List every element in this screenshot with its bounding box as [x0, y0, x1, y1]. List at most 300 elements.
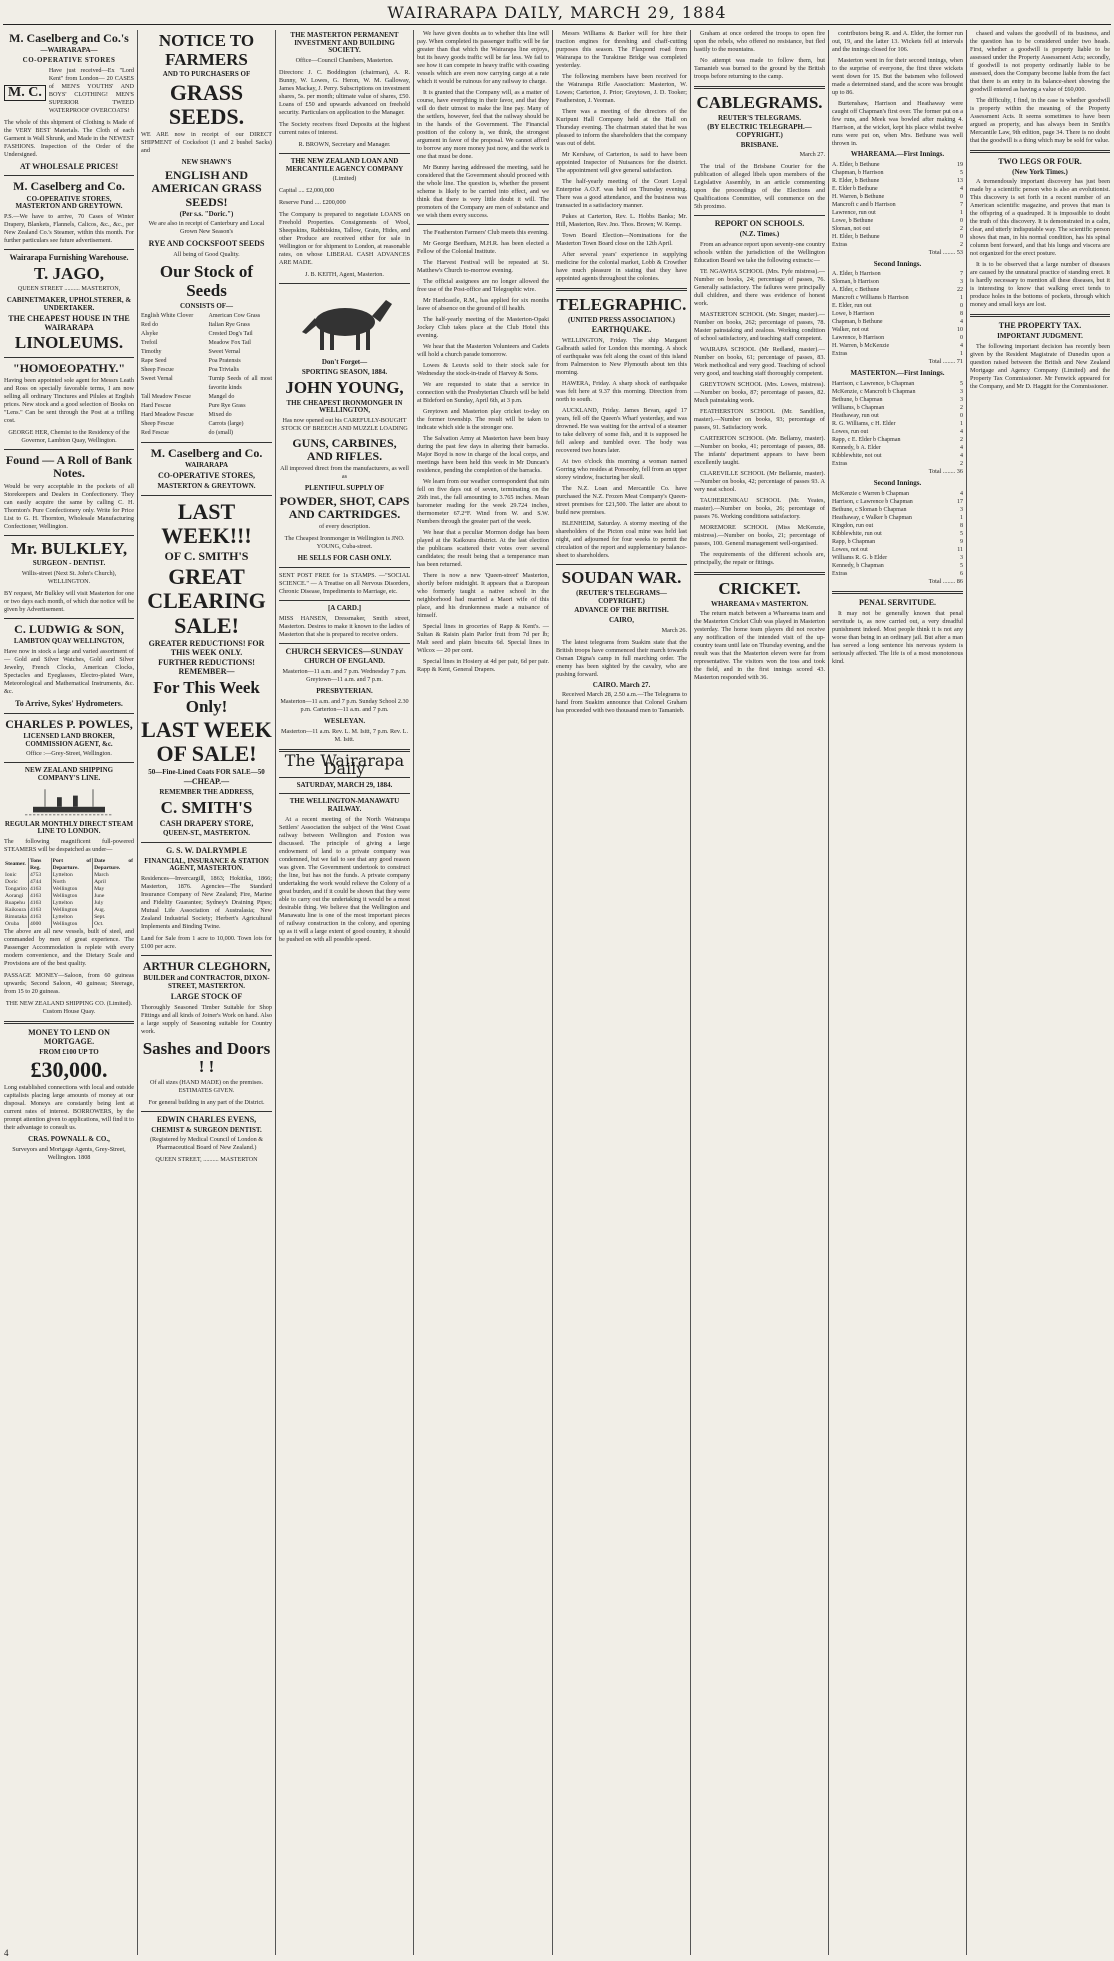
article-subheading: (N.Z. Times.) — [739, 230, 780, 239]
ad-subheading: LICENSED LAND BROKER, COMMISSION AGENT, &c. — [23, 731, 115, 748]
seed-item: Alsyke — [141, 331, 158, 338]
seed-item: Carrots (large) — [208, 421, 244, 428]
footer — [0, 1948, 1114, 1960]
runs: 3 — [960, 554, 963, 561]
batsman: Extras — [832, 570, 848, 577]
batsman: Extras — [832, 241, 848, 248]
section-heading: CRICKET. — [718, 578, 801, 598]
seed-list — [141, 312, 272, 438]
article-text: Burtenshaw, Harrison and Heathaway were caught off Chapman's first over. The former put on a few runs, and Meek was bowled after making 4. Harrison, at the wicket, kept his place whilst twelve runs were put on, when Mrs. Bethune was well thrown in. — [832, 100, 963, 147]
table-header: Tons Reg. — [28, 858, 51, 872]
local-item: Mr Hardcastle, R.M., has applied for six months leave of absence on the ground of ill health. — [417, 297, 549, 312]
ad-text: (Registered by Medical Council of London & Pharmaceutical Board of New Zealand.) — [149, 1136, 264, 1152]
ad-text: Reserve Fund .... £200,000 — [279, 199, 346, 207]
score-row — [832, 334, 963, 342]
ad-heading: RYE AND COCKSFOOT SEEDS — [148, 239, 265, 249]
table-cell: Ruapehu — [5, 899, 25, 906]
score-row — [832, 177, 963, 185]
seed-item: Pure Rye Grass — [208, 403, 246, 410]
runs: 8 — [960, 522, 963, 529]
runs: 3 — [960, 397, 963, 404]
runs: 0 — [960, 413, 963, 420]
batsman: Mancroft c and b Harrison — [832, 201, 896, 208]
table-cell: 4163 — [28, 907, 51, 914]
table-row — [4, 893, 134, 900]
article-heading: PENAL SERVITUDE. — [858, 597, 937, 607]
scorecard-heading: Second Innings. — [873, 259, 922, 268]
runs: 5 — [960, 169, 963, 176]
seed-item: Rape Seed — [141, 358, 167, 365]
ad-text: The above are all new vessels, built of steel, and commanded by men of great experience. The Passenger Accommodation is replete with every modern convenience, and the Dietary Scale and Provisions are of the best quality. — [4, 927, 134, 967]
ad-subheading: To Arrive, Sykes' Hydrometers. — [15, 698, 123, 708]
local-item: Special lines in groceries of Rapp & Kent's. — Sultan & Raisin plain Parlor fruit from 7d per lb; Malt seed and plain biscuits 6d. Special lines in Wilcox — 20 per cent. — [417, 623, 549, 654]
score-row — [832, 460, 963, 468]
table-row — [4, 921, 134, 928]
article-text: TE NGAWHA SCHOOL (Mrs. Fyfe mistress).—Number on books, 24; percentage of passes, 76. Generally satisfactory. The failures were principally dull children, and there was evidence of honest work. — [694, 267, 825, 307]
ad-heading: JOHN YOUNG, — [285, 377, 404, 397]
score-row — [832, 490, 963, 498]
runs: 7 — [960, 271, 963, 278]
article-text: It may not be generally known that penal servitude is, as now carried out, a very dreadful punishment indeed. Most people think it is not any worse than being in an ordinary jail. But after a man has served a long sentence his nervous system is seriously affected. The life is of a most monotonous kind. — [832, 609, 963, 665]
ad-heading: ARTHUR CLEGHORN, — [142, 959, 271, 974]
seed-item: Meadow Fox Tail — [208, 340, 251, 347]
score-row — [832, 538, 963, 546]
ad-text: The Company is prepared to negotiate LOANS on Freehold Properties. Consignments of Wool, Sheepskins, Rabbitskins, Tallow, Grain, Hides, and other Produce are received either for sale in Wellington or for shipment to London, at reasonable rates, on whose LIBERAL CASH ADVANCES ARE MADE. — [279, 211, 410, 267]
batsman: Chapman, b Bethune — [832, 319, 883, 326]
batsman: H. Warren, b Bethune — [832, 193, 885, 200]
article-text: Masterton went in for their second innings, when to the surprise of everyone, the first three wickets went down for 15. But the batsmen who followed made a determined stand, and the score was brought up to 86. — [832, 57, 963, 96]
column-7 — [832, 30, 963, 1955]
article-text: The requirements of the different schools are, principally, the repair or fittings. — [694, 550, 825, 566]
local-item: Mr Kershaw, of Carterton, is said to have been appointed Inspector of Nuisances for the district. The appointment will give general satisfaction. — [556, 151, 687, 174]
ad-heading: Our Stock of Seeds — [159, 262, 254, 300]
batsman: A. Elder, b Harrison — [832, 271, 881, 278]
runs: 0 — [960, 303, 963, 310]
score-row — [832, 310, 963, 318]
dateline: March 27. — [799, 151, 825, 159]
seed-item: Timothy — [141, 349, 162, 356]
seed-item: Tall Meadow Fescue — [141, 394, 191, 401]
local-item: The half-yearly meeting of the Masterton-Opaki Jockey Club takes place at the Club Hotel this evening. — [417, 316, 549, 339]
table-cell: Wellington — [51, 907, 92, 914]
score-row — [832, 412, 963, 420]
table-cell: Wellington — [51, 921, 92, 928]
ad-heading: Wairarapa Furnishing Warehouse. — [9, 252, 129, 262]
score-row — [832, 546, 963, 554]
table-header: Date of Departure. — [94, 857, 133, 871]
runs: 7 — [960, 201, 963, 208]
ad-heading: £30,000. — [30, 1057, 108, 1083]
column-8 — [970, 30, 1110, 1955]
local-item: Messrs Williams & Barker will for hire their traction engines for threshing and chaff-cutting purposes this season. The Flaxpond road from Wairarapa to the Turakirae Bridge was completed yesterday. — [556, 30, 687, 69]
runs: 22 — [957, 287, 963, 294]
ad-text: QUEEN STREET .......... MASTERTON, — [17, 285, 121, 293]
table-cell: Aug. — [93, 907, 134, 914]
score-row — [832, 570, 963, 578]
ad-text: The Cheapest Ironmonger in Wellington is JNO. YOUNG, Cuba-street. — [284, 535, 405, 551]
scorecard — [832, 490, 963, 578]
steamship-illustration — [14, 786, 124, 818]
article-text: We have given doubts as to whether this line will pay. When completed its passenger traffic will be far greater than that which the Wairarapa line enjoys, but its heavy goods traffic will be far less. We fail to see how it can compete in heavy traffic with coasting vessels which are even now carrying cargo at a rate which it would be ruinous for any railway to charge. — [417, 30, 549, 85]
ad-text: (Limited) — [332, 175, 357, 183]
ad-text: BY request, Mr Bulkley will visit Masterton for one or two days each month, of which due notice will be given by Advertisement. — [4, 590, 134, 613]
local-item: Special lines in Hosiery at 4d per pair, 6d per pair. Rapp & Kent, General Drapers. — [417, 658, 549, 673]
runs: 10 — [957, 327, 963, 334]
ad-subheading: FURTHER REDUCTIONS! REMEMBER— — [158, 658, 255, 677]
section-subheading: (REUTER'S TELEGRAMS—COPYRIGHT.) — [576, 588, 667, 605]
batsman: Kingdon, run out — [832, 522, 874, 529]
article-text: contributors being R. and A. Elder, the former run out, 19, and the latter 13. Wickets fell at intervals and the innings closed for 106. — [832, 30, 963, 53]
batsman: Lowes, run out — [832, 429, 869, 436]
scorecard-total: Total ........ 71 — [928, 358, 963, 366]
batsman: Kibblewhite, run out — [832, 530, 882, 537]
paper-date: SATURDAY, MARCH 29, 1884. — [296, 780, 393, 789]
page-folio: 4 — [4, 1948, 9, 1958]
ad-heading: "HOMOEOPATHY." — [12, 361, 126, 376]
ad-text: The whole of this shipment of Clothing is Made of the VERY BEST Materials. The Cloth of each Garment is Wall Shrunk, and Made in the NEWEST FASHIONS. Inspection of the Order of the Undersigned. — [4, 118, 134, 158]
article-text: At a recent meeting of the North Wairarapa Settlers' Association the subject of the West Coast railway between Wellington and Foxton was discussed. The principle of giving a large endowment of land to a private company was condemned, but we fail to see that any good reason was given. The Government undertook to construct the line, but has not the funds. A private company undertaking the work would relieve the Colony of a great burden, and if it could be shown that they were able to carry out the undertaking it would be a most desirable thing. We believe that the Wellington and Manawatu line is one of the most important pieces of railway construction in the colony, and opening up as it will a large extent of good country, it should be pushed on with all possible speed. — [279, 815, 410, 943]
runs: 4 — [960, 185, 963, 192]
ad-heading: Mr. BULKLEY, — [10, 538, 128, 558]
ad-heading: GRASS SEEDS. — [168, 80, 245, 130]
runs: 5 — [960, 562, 963, 569]
masthead-rule — [3, 24, 1111, 25]
batsman: Rapp, b Chapman — [832, 538, 876, 545]
table-cell: 4000 — [28, 921, 51, 928]
runs: 17 — [957, 498, 963, 505]
runs: 2 — [960, 461, 963, 468]
local-item: Mr George Beetham, M.H.R. has been elected a Fellow of the Colonial Institute. — [417, 240, 549, 255]
ad-heading: M. Caselberg and Co.'s — [9, 31, 129, 45]
seed-item: Sheep Fescue — [141, 421, 174, 428]
ad-subheading: CHURCH OF ENGLAND. — [304, 657, 385, 666]
ad-heading: EDWIN CHARLES EVENS, — [156, 1114, 257, 1124]
ad-heading: LAST WEEK!!! — [161, 498, 252, 548]
section-heading: TELEGRAPHIC. — [556, 295, 687, 314]
ad-subheading: CASH DRAPERY STORE, — [159, 818, 254, 828]
seed-item: Italian Rye Grass — [208, 322, 250, 329]
table-cell: March — [93, 872, 134, 879]
ad-subheading: BUILDER and CONTRACTOR, DIXON-STREET, MASTERTON. — [143, 974, 270, 991]
batsman: R. G. Williams, c H. Elder — [832, 421, 896, 428]
ad-heading: M. Caselberg and Co. — [150, 446, 263, 461]
runs: 13 — [957, 177, 963, 184]
seed-item: English White Clover — [141, 313, 194, 320]
article-text: CARTERTON SCHOOL (Mr. Bellamy, master).—Number on books, 41; percentage of passes, 88. The infants' department appears to have been excellently taught. — [694, 434, 825, 466]
ad-text: WE ARE now in receipt of our DIRECT SHIPMENT of Cocksfoot (1 and 2 bushel Sacks) and — [141, 131, 272, 155]
article-text: The difficulty, I find, in the case is whether goodwill is property within the meaning of the Property Assessment Acts. It seems sometimes to have been argued as property, and has always been in Smith's Mercantile Law, 9th edition, page 34. There is no doubt that the goodwill is a thing which may be sold for value. — [970, 97, 1110, 144]
local-item: The Salvation Army at Masterton have been busy during the past few days in altering their barracks. Major Boyd is now in charge of the local corps, and meetings have been held this week in Mr Duncan's residence, pending the completion of the barracks. — [417, 435, 549, 474]
ad-text: Surveyors and Mortgage Agents, Grey-Street, Wellington. 1808 — [12, 1146, 126, 1162]
score-row — [832, 350, 963, 358]
ad-heading: CO-OPERATIVE STORES, — [157, 471, 256, 481]
ad-subheading: 50—Fine-Lined Coats FOR SALE—50 — [148, 767, 265, 776]
score-row — [832, 225, 963, 233]
ad-subheading: LARGE STOCK OF — [170, 991, 243, 1001]
scorecard — [832, 270, 963, 358]
ad-text: The Society receives fixed Deposits at the highest current rates of interest. — [279, 121, 410, 137]
scorecard — [832, 161, 963, 249]
table-cell: June — [93, 893, 134, 900]
table-cell: Wellington — [51, 893, 92, 900]
ad-subheading: THE CHEAPEST HOUSE IN THE WAIRARAPA — [8, 313, 130, 332]
ad-heading: GREAT CLEARING SALE! — [147, 564, 266, 638]
score-row — [832, 498, 963, 506]
ad-subheading: REMEMBER THE ADDRESS, — [159, 788, 254, 797]
score-row — [832, 286, 963, 294]
ad-text: Masterton—11 a.m. and 7 p.m. Sunday School 2.30 p.m. Carterton—11 a.m. and 7 p.m. — [280, 697, 409, 713]
score-row — [832, 217, 963, 225]
runs: 1 — [960, 421, 963, 428]
runs: 4 — [960, 453, 963, 460]
ad-text: J. B. KEITH, Agent, Masterton. — [305, 271, 384, 279]
ad-subheading: CO-OPERATIVE STORES — [22, 55, 116, 64]
batsman: Williams R. G. b Elder — [832, 554, 888, 561]
score-row — [832, 278, 963, 286]
article-text: AUCKLAND, Friday. James Bevan, aged 17 years, fell off the Queen's Wharf yesterday, and was drowned. He was waiting for the arrival of a steamer to take delivery of some fish, and it is supposed he fell asleep and tumbled over. The body was recovered two hours later. — [556, 407, 687, 455]
ad-text: MISS HANSEN, Dressmaker, Smith street, Masterton. Desires to make it known to the ladies of Masterton that she is prepared to receive orders. — [279, 614, 410, 638]
ad-heading: [A CARD.] — [327, 604, 362, 612]
ad-text: SENT POST FREE for 1s STAMPS. —"SOCIAL SCIENCE." — A Treatise on all Nervous Disorders, Chronic Disease, Impediments to Marriage, etc. — [279, 572, 410, 595]
seed-item: Hard Fescue — [141, 403, 172, 410]
batsman: Kibblewhite, not out — [832, 453, 882, 460]
ad-text: All being of Good Quality. — [173, 251, 240, 259]
local-item: We hear that a peculiar Mormon dodge has been played at the Kaikoura district. At the last election the publicans scattered their votes over several candidates; the result being that a temperance man has been returned. — [417, 529, 549, 568]
table-cell: Rimutaka — [5, 913, 27, 920]
table-cell: 4753 — [28, 872, 51, 879]
batsman: Rapp, c E. Elder b Chapman — [832, 437, 901, 444]
runs: 1 — [960, 514, 963, 521]
runs: 0 — [960, 335, 963, 342]
article-text: The N.Z. Loan and Mercantile Co. have purchased the N.Z. Frozen Meat Company's Queen-street premises for £21,500. The latter are about to build new premises. — [556, 485, 687, 517]
section-heading: CABLEGRAMS. — [696, 93, 823, 112]
batsman: Kennedy, b Chapman — [832, 562, 884, 569]
local-item: The Harvest Festival will be repeated at St. Matthew's Church to-morrow evening. — [417, 259, 549, 274]
article-subheading: (New York Times.) — [1012, 167, 1068, 176]
newspaper-title: WAIRARAPA DAILY, MARCH 29, 1884 — [387, 3, 727, 22]
table-cell: 4163 — [28, 914, 51, 921]
score-row — [832, 530, 963, 538]
scorecard-total: Total ........ 86 — [928, 577, 963, 585]
seed-item: Mixed do — [208, 412, 232, 419]
score-row — [832, 420, 963, 428]
batsman: A. Elder, b Bethune — [832, 161, 880, 168]
column-rule — [690, 30, 691, 1955]
batsman: A. Elder, c Bethune — [832, 287, 880, 294]
batsman: H. Elder, b Bethune — [832, 233, 880, 240]
ad-block — [4, 67, 134, 119]
score-row — [832, 193, 963, 201]
table-cell: May — [93, 886, 134, 893]
runs: 9 — [960, 538, 963, 545]
ad-subheading: CONSISTS OF— — [179, 301, 234, 310]
local-item: There is now a new 'Queen-street' Masterton, shortly before midnight. It appears that a European who formerly taught a native school in the neighborhood had married a Maori wife of this place, and his drunkenness made a nuisance of himself. — [417, 572, 549, 619]
local-item: Pukes at Carterton, Rev. L. Hobbs Banks; Mr. Hill, Masterton, Rev. Jno. Thos. Brown; W. Kemp. — [556, 213, 687, 228]
section-subheading: (BY ELECTRIC TELEGRAPH.—COPYRIGHT.) — [707, 123, 812, 140]
batsman: Lawrence, b Harrison — [832, 335, 885, 342]
ad-text: Office :—Grey-Street, Wellington. — [26, 750, 112, 758]
runs: 4 — [960, 343, 963, 350]
article-text: MOREMORE SCHOOL (Miss McKenzie, mistress).—Number on books, 21; percentage of passes, 100. General management well-organised. — [694, 523, 825, 547]
ad-subheading: QUEEN-ST., MASTERTON. — [162, 829, 250, 838]
ad-text: Thoroughly Seasoned Timber Suitable for Shop Fittings and all kinds of Joiner's Work on hand. Also a large supply of Seasoning suitable for Country work. — [141, 1003, 272, 1035]
seed-item: Red Fescue — [141, 430, 169, 437]
local-item: We hear that the Masterton Volunteers and Cadets will hold a church parade tomorrow. — [417, 343, 549, 358]
batsman: McKenzie c Warren b Chapman — [832, 490, 910, 497]
local-item: The half-yearly meeting of the Court Loyal Enterprise A.O.F. was held on Thursday evening. There was a good attendance, and the business was transacted in a satisfactory manner. — [556, 178, 687, 209]
ad-text: For general building in any part of the District. — [148, 1098, 265, 1106]
article-text: No attempt was made to follow them, but Tamanieb was burned to the ground by the British troops before returning to the camp. — [694, 57, 825, 80]
runs: 4 — [960, 445, 963, 452]
table-row — [4, 907, 134, 914]
dateline: March 26. — [661, 626, 687, 634]
ad-subheading: (Per s.s. "Doric.") — [179, 209, 234, 218]
seed-item: Poa Trivialis — [208, 367, 240, 374]
article-text: Mr Bunny having addressed the meeting, said he considered that the Government should proceed with the whole line. The question is, whether the present scheme is likely to be carried into effect, and we think that there is very little doubt it will. The promoters of the Company are men of substance and we wish them every success. — [417, 164, 549, 219]
paper-nameplate: The Wairarapa Daily — [284, 750, 405, 778]
score-row — [832, 452, 963, 460]
ad-text: Capital .... £2,000,000 — [279, 187, 334, 195]
article-heading: THE PROPERTY TAX. — [998, 321, 1082, 331]
ad-text: Masterton—11 a.m. and 7 p.m. Wednesday 7 p.m. Greytown—11 a.m. and 7 p.m. — [282, 668, 407, 684]
score-row — [832, 506, 963, 514]
seed-item: Turnip Seeds of all most favorite kinds — [208, 376, 272, 392]
column-rule — [966, 30, 967, 1955]
batsman: McKenzie, c Mancroft b Chapman — [832, 389, 916, 396]
article-text: From an advance report upon seventy-one country schools within the jurisdiction of the Wellington Education Board we take the following extracts:— — [694, 240, 825, 264]
article-text: GREYTOWN SCHOOL (Mrs. Lowes, mistress).—Number on books, 87; percentage of passes, 82. Much painstaking work. — [694, 380, 825, 404]
batsman: Chapman, b Harrison — [832, 169, 884, 176]
runs: 1 — [960, 295, 963, 302]
table-row — [4, 886, 134, 893]
runs: 8 — [960, 311, 963, 318]
scorecard-heading: WHAREAMA.—First Innings. — [850, 150, 945, 158]
score-row — [832, 342, 963, 350]
section-heading: SOUDAN WAR. — [561, 568, 682, 588]
ad-text: of every description. — [318, 523, 371, 531]
score-row — [832, 169, 963, 177]
score-row — [832, 241, 963, 249]
score-row — [832, 436, 963, 444]
ad-heading: C. LUDWIG & SON, — [14, 622, 124, 636]
ad-subheading: GREATER REDUCTIONS! FOR THIS WEEK ONLY. — [148, 638, 265, 657]
ad-heading: OF C. SMITH'S — [164, 548, 249, 563]
runs: 19 — [957, 161, 963, 168]
ad-text: Would be very acceptable in the pockets of all Storekeepers and Dealers in Confectionery. They can easily acquire the same by calling C. H. Thornton's Pure Confectionery only. Write for Price List to G. H. Thornton, Wholesale Manufacturing Confectioner, Wellington. — [4, 482, 134, 530]
score-row — [832, 270, 963, 278]
ad-subheading: —WAIRARAPA— — [40, 46, 98, 55]
ad-subheading: AND TO PURCHASERS OF — [162, 70, 251, 79]
ad-subheading: REGULAR MONTHLY DIRECT STEAM LINE TO LONDON. — [4, 819, 134, 836]
batsman: Sloman, b Harrison — [832, 279, 879, 286]
local-item: Town Board Election—Nominations for the Masterton Town Board close on the 12th April. — [556, 232, 687, 247]
article-heading: ADVANCE OF THE BRITISH. — [574, 606, 669, 615]
runs: 0 — [960, 233, 963, 240]
scorecard-heading: Second Innings. — [873, 479, 922, 488]
ad-text: Of all sizes (HAND MADE) on the premises. ESTIMATES GIVEN. — [149, 1078, 264, 1094]
article-subheading: WHAREAMA v MASTERTON. — [710, 599, 809, 608]
ad-heading: NEW ZEALAND SHIPPING COMPANY'S LINE. — [24, 766, 114, 782]
ad-heading: CHARLES P. POWLES, — [5, 716, 133, 731]
seed-item: Sweet Vernal — [141, 376, 173, 383]
batsman: Bethune, c Sloman b Chapman — [832, 506, 907, 513]
score-row — [832, 380, 963, 388]
ad-text: Land for Sale from 1 acre to 10,000. Town lots for £100 per acre. — [141, 935, 272, 951]
table-cell: Lyttelton — [51, 872, 92, 879]
runs: 2 — [960, 437, 963, 444]
ad-heading: NOTICE TO FARMERS — [158, 31, 255, 69]
table-row — [4, 900, 134, 907]
seed-item: do (small) — [208, 430, 233, 437]
ad-subheading: HE SELLS FOR CASH ONLY. — [297, 554, 392, 563]
runs: 3 — [960, 279, 963, 286]
table-row — [4, 914, 134, 921]
seed-item: Poa Pratensis — [208, 358, 241, 365]
ad-subheading: SPORTING SEASON, 1884. — [301, 368, 388, 377]
ad-text: R. BROWN, Secretary and Manager. — [298, 141, 391, 149]
column-rule — [275, 30, 276, 1955]
runs: 4 — [960, 490, 963, 497]
article-text: The following important decision has recently been given by the Resident Magistrate of Dunedin upon a question raised between the British and New Zealand Mortgage and Agency Company (Limited) and the Property Tax Commissioner. Mr Fenwick appeared for the Company, and Mr D. Haggitt for the Commissioner. — [970, 342, 1110, 390]
article-text: CLAREVILLE SCHOOL (Mr Bellamie, master).—Number on books, 42; percentage of passes 93. A very neat school. — [694, 469, 825, 493]
ad-heading: For This Week Only! — [153, 677, 260, 716]
ad-subheading: Don't Forget— — [321, 358, 368, 367]
table-cell: 4163 — [28, 893, 51, 900]
article-text: FEATHERSTON SCHOOL (Mr. Sandillon, master).—Number on books, 93; percentage of passes, 91. Satisfactory work. — [694, 407, 825, 431]
local-item: There was a meeting of the directors of the Kuripuni Hall Company held at the Hall on Thursday evening. The chairman stated that he was pleased to inform the shareholders that the company was out of debt. — [556, 108, 687, 147]
ad-heading: GUNS, CARBINES, AND RIFLES. — [292, 435, 397, 464]
ad-text: Has now opened out his CAREFULLY-BOUGHT STOCK OF BREECH AND MUZZLE LOADING — [281, 416, 408, 432]
batsman: Kennedy, b A. Elder — [832, 445, 881, 452]
table-cell: Oct. — [93, 921, 134, 928]
scorecard-total: Total ........ 53 — [928, 248, 963, 256]
column-rule — [828, 30, 829, 1955]
dateline: CAIRO, — [608, 615, 635, 624]
article-text: WELLINGTON, Friday. The ship Margaret Galbraith sailed for London this morning. A shock of earthquake was felt along the coast of this island from Palmerston to New Plymouth about ten this morning. — [556, 337, 687, 377]
table-cell: Tongariro — [5, 885, 27, 892]
ad-text: QUEEN STREET, .......... MASTERTON — [155, 1156, 258, 1164]
article-text: TAUHERENIKAU SCHOOL (Mr. Yeates, master).—Number on books, 26; percentage of passes 76. Working conditions satisfactory. — [694, 496, 825, 520]
table-cell: April — [93, 879, 134, 886]
batsman: Lowes, not out — [832, 546, 868, 553]
score-row — [832, 201, 963, 209]
ad-subheading: CRAS. POWNALL & CO., — [28, 1135, 110, 1144]
batsman: Lawrence, run out — [832, 209, 876, 216]
table-row — [4, 879, 134, 886]
runs: 5 — [960, 530, 963, 537]
table-header: Steamer. — [5, 861, 26, 868]
table-row — [4, 872, 134, 879]
local-item: We learn from our weather correspondent that rain fell on five days out of seven, terminating on the 26th inst., the fall amounting to 3.765 inches. Mean barometer reading for the week 29.724 inches, thermometer 67.2°F. Wind from W. and S.W. Numbers through the greater part of the week. — [417, 478, 549, 525]
scorecard-heading: MASTERTON.—First Innings. — [850, 369, 945, 378]
batsman: Bethune, b Chapman — [832, 397, 883, 404]
score-row — [832, 514, 963, 522]
runs: 5 — [960, 381, 963, 388]
runs: 2 — [960, 405, 963, 412]
table-cell: 4163 — [28, 886, 51, 893]
score-row — [832, 444, 963, 452]
seed-item: Sheep Fescue — [141, 367, 174, 374]
table-cell: Doric — [5, 878, 18, 885]
ad-heading: LINOLEUMS. — [14, 333, 124, 353]
ad-text: Masterton—11 a.m. Rev. L. M. Isitt, 7 p.m. Rev. L. M. Isitt. — [281, 727, 408, 743]
ad-text: Office—Council Chambers, Masterton. — [295, 57, 394, 65]
ad-subheading: SURGEON - DENTIST. — [32, 559, 106, 568]
ad-text: We are also in receipt of Canterbury and Local Grown New Season's — [148, 220, 265, 236]
ad-heading: CHURCH SERVICES—SUNDAY — [285, 646, 404, 656]
score-row — [832, 404, 963, 412]
local-item: After several years' experience in supplying medicine for the colonial market, Lobb & Crowther have much pleasure in stating that they have appointed agents throughout the colonies. — [556, 251, 687, 282]
